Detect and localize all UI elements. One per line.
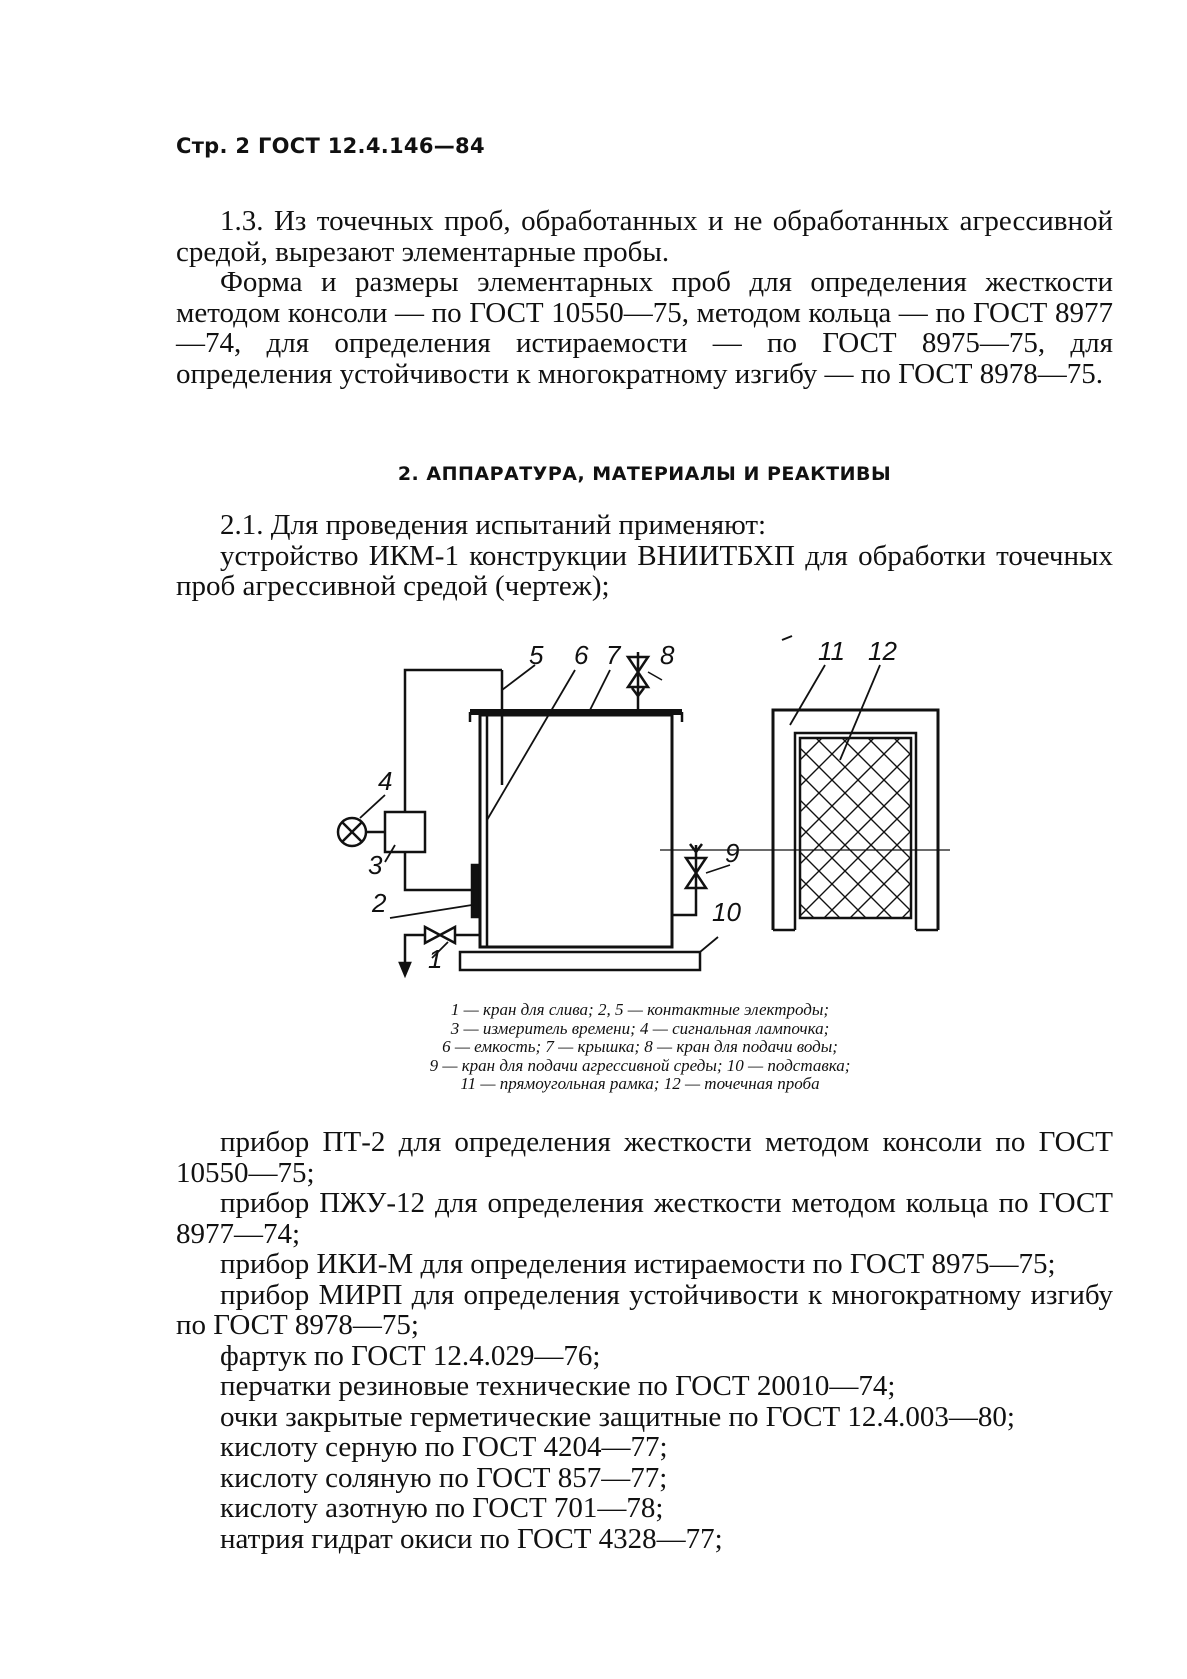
label-11: 11: [818, 636, 845, 666]
label-8: 8: [660, 640, 675, 670]
page-header: [176, 134, 485, 158]
list-item: прибор ПТ-2 для определения жесткости методом консоли по ГОСТ 10550—75;: [176, 1126, 1113, 1189]
label-10: 10: [712, 897, 741, 927]
label-4: 4: [378, 766, 393, 796]
label-3: 3: [368, 850, 383, 880]
figure-caption: [260, 1001, 1020, 1094]
label-2: 2: [372, 888, 387, 918]
section-2-intro: [176, 510, 1113, 602]
drawing-labels-right: [818, 636, 897, 666]
list-item: прибор ПЖУ-12 для определения жесткости методом кольца по ГОСТ 8977—74;: [176, 1187, 1113, 1250]
paragraph-sample-forms: Форма и размеры элементарных проб для определения жесткости методом консоли — по ГОСТ 10550—75, методом кольца — по ГОСТ 8977—74, для определения истираемости — по ГОСТ 8975—75, для определения устойчивости к многократному изгибу — по ГОСТ 8978—75.: [176, 266, 1113, 390]
label-5: 5: [529, 640, 544, 670]
caption-line: 6 — емкость; 7 — крышка; 8 — кран для подачи воды;: [442, 1037, 838, 1056]
paragraph-1-3: 1.3. Из точечных проб, обработанных и не обработанных агрессивной средой, вырезают элементарные пробы.: [176, 205, 1113, 268]
label-6: 6: [574, 640, 589, 670]
paragraph-device-ikm: устройство ИКМ-1 конструкции ВНИИТБХП для обработки точечных проб агрессивной средой (чертеж);: [176, 539, 1113, 602]
section-2-title: 2. АППАРАТУРА, МАТЕРИАЛЫ И РЕАКТИВЫ: [397, 463, 892, 485]
label-12: 12: [868, 636, 897, 666]
standard-code: ГОСТ 12.4.146—84: [257, 134, 485, 158]
caption-line: 11 — прямоугольная рамка; 12 — точечная проба: [460, 1074, 820, 1093]
list-item: кислоту азотную по ГОСТ 701—78;: [220, 1492, 664, 1524]
list-item: фартук по ГОСТ 12.4.029—76;: [220, 1339, 601, 1372]
list-item: очки закрытые герметические защитные по ГОСТ 12.4.003—80;: [220, 1400, 1015, 1433]
intro-section: [176, 206, 1113, 389]
drawing-right-frame: [760, 636, 950, 930]
list-item: кислоту серную по ГОСТ 4204—77;: [220, 1431, 668, 1463]
list-item: кислоту соляную по ГОСТ 857—77;: [220, 1461, 668, 1494]
list-item: перчатки резиновые технические по ГОСТ 20010—74;: [220, 1370, 896, 1402]
list-item: прибор МИРП для определения устойчивости к многократному изгибу по ГОСТ 8978—75;: [176, 1278, 1113, 1341]
label-9: 9: [725, 838, 740, 868]
drawing-left-apparatus: [338, 652, 760, 975]
equipment-list: [176, 1127, 1113, 1554]
page-number: Стр. 2: [176, 134, 251, 158]
drawing-labels-left: [368, 640, 741, 974]
caption-line: 1 — кран для слива; 2, 5 — контактные электроды;: [450, 1000, 830, 1019]
label-7: 7: [606, 640, 621, 670]
caption-line: 3 — измеритель времени; 4 — сигнальная лампочка;: [450, 1018, 830, 1038]
list-item: прибор ИКИ-М для определения истираемости по ГОСТ 8975—75;: [220, 1248, 1056, 1280]
list-item: натрия гидрат окиси по ГОСТ 4328—77;: [220, 1522, 723, 1555]
label-1: 1: [428, 944, 443, 974]
caption-line: 9 — кран для подачи агрессивной среды; 10 — подставка;: [429, 1055, 851, 1075]
paragraph-2-1: 2.1. Для проведения испытаний применяют:: [220, 509, 767, 541]
